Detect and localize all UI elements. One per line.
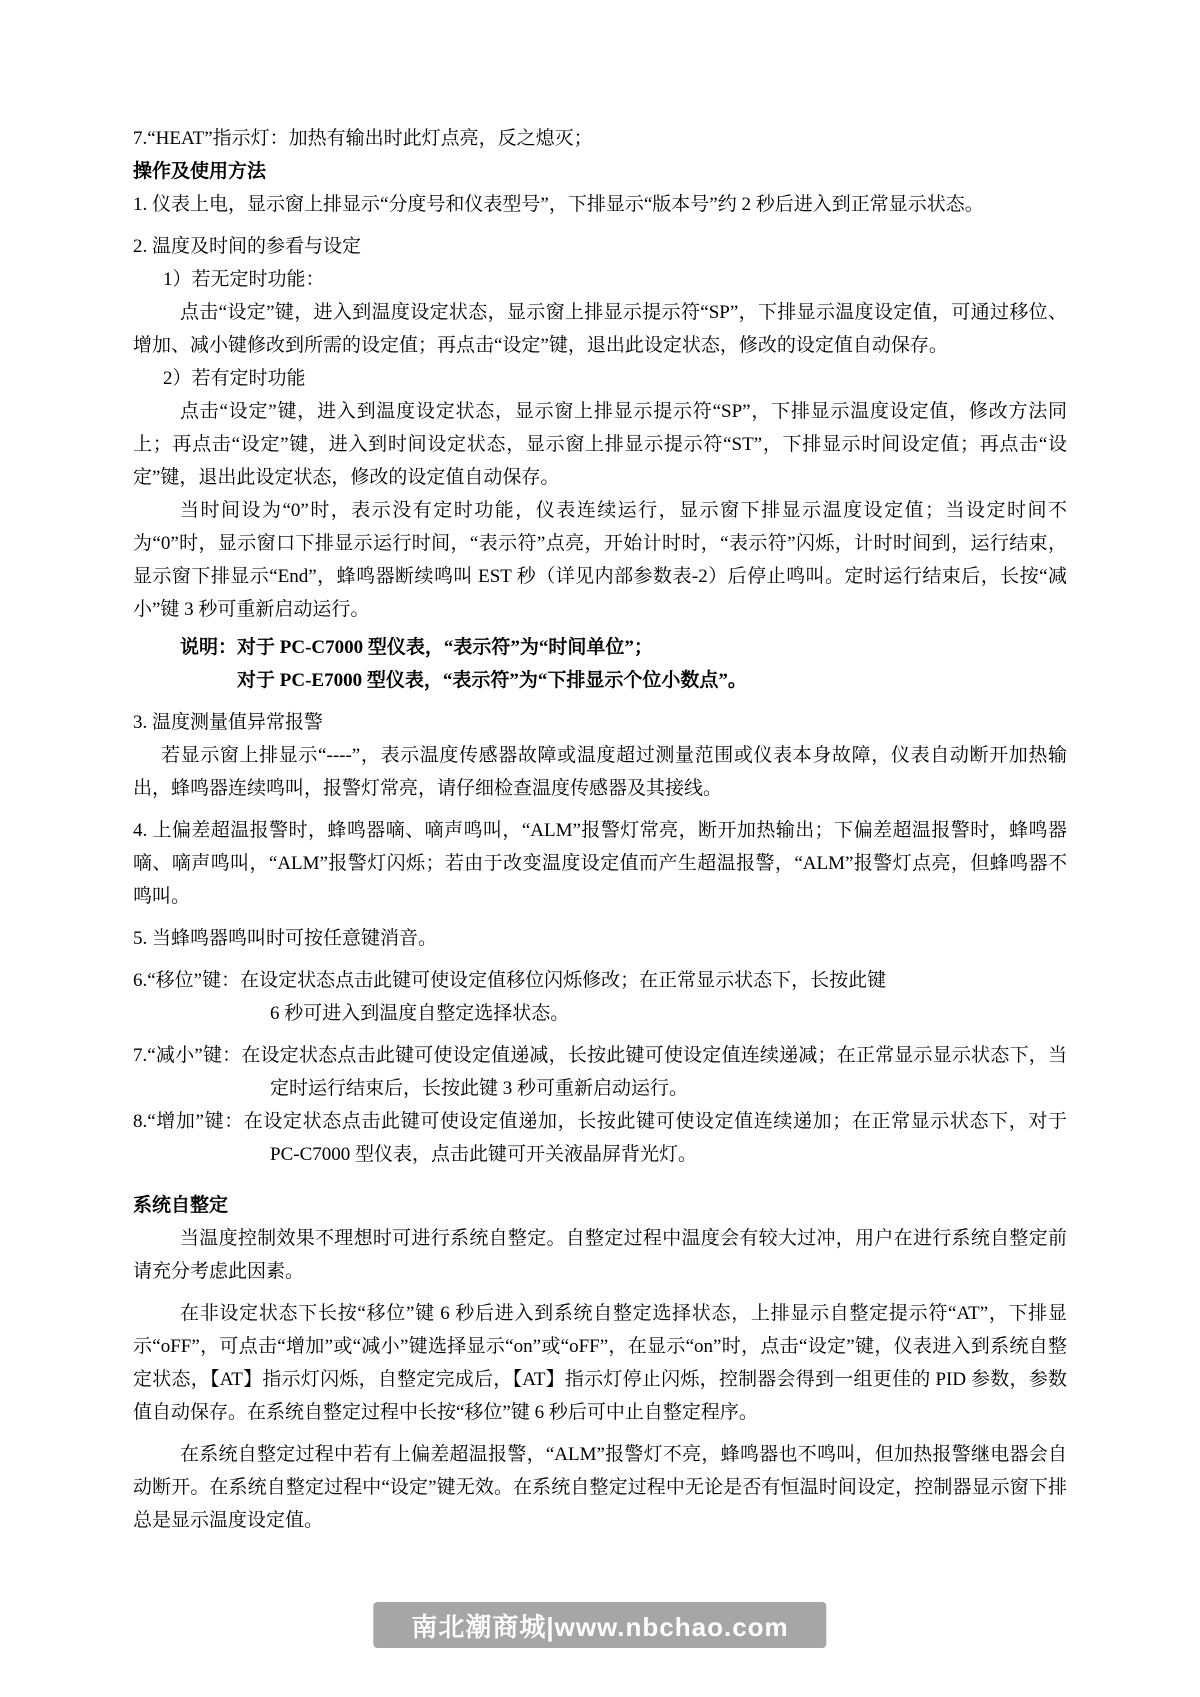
list-item-6-shift-key: 6.“移位”键：在设定状态点击此键可使设定值移位闪烁修改；在正常显示状态下，长按此键	[133, 970, 887, 991]
watermark-text: 南北潮商城|www.nbchao.com	[411, 1611, 789, 1642]
paragraph-self-tuning-alarm: 在系统自整定过程中若有上偏差超温报警，“ALM”报警灯不亮，蜂鸣器也不鸣叫，但加热报警继电器会自动断开。在系统自整定过程中“设定”键无效。在系统自整定过程中无论是否有恒温时间设定，控制器显示窗下排总是显示温度设定值。	[133, 1444, 1067, 1531]
list-item-4-deviation-alarm: 4. 上偏差超温报警时，蜂鸣器嘀、嘀声鸣叫，“ALM”报警灯常亮，断开加热输出；下偏差超温报警时，蜂鸣器嘀、嘀声鸣叫，“ALM”报警灯闪烁；若由于改变温度设定值而产生超温报警，“ALM”报警灯点亮，但蜂鸣器不鸣叫。	[133, 820, 1067, 907]
list-item-6-shift-key-cont: 6 秒可进入到温度自整定选择状态。	[270, 1003, 570, 1024]
paragraph-timer-behavior: 当时间设为“0”时，表示没有定时功能，仪表连续运行，显示窗下排显示温度设定值；当设定时间不为“0”时，显示窗口下排显示运行时间，“表示符”点亮，开始计时时，“表示符”闪烁，计时时间到，运行结束，显示窗下排显示“End”，蜂鸣器断续鸣叫 EST 秒（详见内部参数表-2）后停止鸣叫。定时运行结束后，长按“减小”键 3 秒可重新启动运行。	[133, 500, 1067, 620]
list-item-8-increase-key: 8.“增加”键：在设定状态点击此键可使设定值递加，长按此键可使设定值连续递加；在正常显示状态下，对于 PC-C7000 型仪表，点击此键可开关液晶屏背光灯。	[133, 1111, 1067, 1165]
list-item-3-abnormal-alarm: 3. 温度测量值异常报警	[133, 712, 324, 733]
paragraph-with-timer-detail: 点击“设定”键，进入到温度设定状态，显示窗上排显示提示符“SP”，下排显示温度设定值，修改方法同上；再点击“设定”键，进入到时间设定状态，显示窗上排显示提示符“ST”，下排显示时间设定值；再点击“设定”键，退出此设定状态，修改的设定值自动保存。	[133, 401, 1067, 488]
paragraph-self-tuning-procedure: 在非设定状态下长按“移位”键 6 秒后进入到系统自整定选择状态，上排显示自整定提示符“AT”，下排显示“oFF”，可点击“增加”或“减小”键选择显示“on”或“oFF”，在显示“on”时，点击“设定”键，仪表进入到系统自整定状态，【AT】指示灯闪烁，自整定完成后，【AT】指示灯停止闪烁，控制器会得到一组更佳的 PID 参数，参数值自动保存。在系统自整定过程中长按“移位”键 6 秒后可中止自整定程序。	[133, 1303, 1067, 1423]
paragraph-self-tuning-intro: 当温度控制效果不理想时可进行系统自整定。自整定过程中温度会有较大过冲，用户在进行系统自整定前请充分考虑此因素。	[133, 1228, 1067, 1282]
list-item-2-temp-time-setting: 2. 温度及时间的参看与设定	[133, 236, 362, 257]
note-pc-c7000: 说明：对于 PC-C7000 型仪表，“表示符”为“时间单位”；	[180, 637, 653, 658]
manual-content	[133, 122, 1067, 1537]
paragraph-no-timer-detail: 点击“设定”键，进入到温度设定状态，显示窗上排显示提示符“SP”，下排显示温度设定值，可通过移位、增加、减小键修改到所需的设定值；再点击“设定”键，退出此设定状态，修改的设定值自动保存。	[133, 302, 1067, 356]
note-pc-e7000: 对于 PC-E7000 型仪表，“表示符”为“下排显示个位小数点”。	[237, 670, 747, 691]
list-item-7-heat-indicator: 7.“HEAT”指示灯：加热有输出时此灯点亮，反之熄灭；	[133, 128, 593, 149]
heading-operation-method: 操作及使用方法	[133, 161, 267, 182]
list-item-7-decrease-key: 7.“减小”键：在设定状态点击此键可使设定值递减，长按此键可使设定值连续递减；在正常显示显示状态下，当定时运行结束后，长按此键 3 秒可重新启动运行。	[133, 1045, 1067, 1099]
paragraph-sensor-fault: 若显示窗上排显示“----”，表示温度传感器故障或温度超过测量范围或仪表本身故障，仪表自动断开加热输出，蜂鸣器连续鸣叫，报警灯常亮，请仔细检查温度传感器及其接线。	[133, 745, 1067, 799]
heading-self-tuning: 系统自整定	[133, 1195, 229, 1216]
list-item-5-mute-buzzer: 5. 当蜂鸣器鸣叫时可按任意键消音。	[133, 928, 438, 949]
watermark-bar	[373, 1602, 826, 1648]
sub-item-with-timer: 2）若有定时功能	[163, 368, 306, 389]
list-item-1-power-on: 1. 仪表上电，显示窗上排显示“分度号和仪表型号”，下排显示“版本号”约 2 秒后进入到正常显示状态。	[133, 194, 984, 215]
sub-item-no-timer: 1）若无定时功能：	[163, 269, 325, 290]
